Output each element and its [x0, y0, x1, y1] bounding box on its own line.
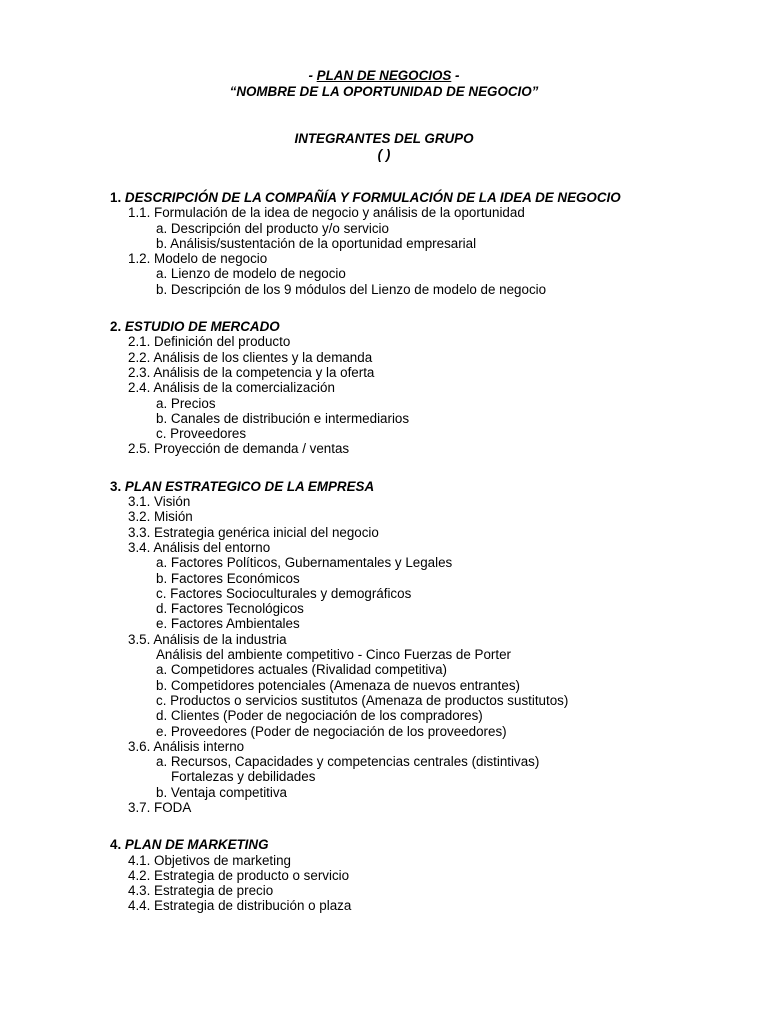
- section-heading: [0, 190, 768, 205]
- sub-item: d. Clientes (Poder de negociación de los compradores): [156, 708, 483, 724]
- section: [0, 837, 768, 913]
- section-title: PLAN DE MARKETING: [124, 837, 269, 853]
- section-number: 4.: [110, 837, 122, 853]
- section: [0, 479, 768, 816]
- sub-item: a. Competidores actuales (Rivalidad competitiva): [156, 662, 448, 678]
- section-number: 1.: [110, 190, 122, 205]
- subsection-item: 2.5. Proyección de demanda / ventas: [128, 441, 350, 457]
- sub-item: d. Factores Tecnológicos: [156, 601, 304, 617]
- sub-item: a. Descripción del producto y/o servicio: [156, 220, 389, 236]
- title-dash-left: -: [308, 68, 317, 83]
- document-title: [0, 68, 768, 83]
- sub-item: b. Factores Económicos: [156, 570, 300, 586]
- subsection-item: 4.2. Estrategia de producto o servicio: [128, 867, 350, 883]
- subsection-item: 3.3. Estrategia genérica inicial del negocio: [128, 524, 379, 540]
- subsection-item: 1.1. Formulación de la idea de negocio y análisis de la oportunidad: [128, 205, 525, 221]
- subsection-item: 3.6. Análisis interno: [128, 738, 245, 754]
- subsection-item: 2.1. Definición del producto: [128, 334, 291, 350]
- group-placeholder: ( ): [377, 147, 391, 162]
- subsection-item: 4.3. Estrategia de precio: [128, 883, 274, 899]
- subsection-item: 3.1. Visión: [128, 494, 191, 510]
- sub-item: a. Recursos, Capacidades y competencias centrales (distintivas): [156, 754, 540, 770]
- sub-item: a. Factores Políticos, Gubernamentales y Legales: [156, 555, 453, 571]
- sub-item: Fortalezas y debilidades: [171, 769, 316, 785]
- subsection-item: 2.4. Análisis de la comercialización: [128, 380, 335, 396]
- sub-item: b. Canales de distribución e intermediarios: [156, 410, 410, 426]
- sub-item: e. Proveedores (Poder de negociación de los proveedores): [156, 723, 507, 739]
- section-title: ESTUDIO DE MERCADO: [124, 319, 280, 335]
- subsection-item: 3.2. Misión: [128, 509, 193, 525]
- sub-item: a. Lienzo de modelo de negocio: [156, 266, 346, 282]
- subsection-item: 1.2. Modelo de negocio: [128, 251, 268, 267]
- subsection-item: 4.1. Objetivos de marketing: [128, 852, 292, 868]
- section-number: 3.: [110, 478, 122, 494]
- sub-item: a. Precios: [156, 395, 216, 411]
- sub-item: c. Factores Socioculturales y demográficos: [156, 585, 412, 601]
- subsection-item: 4.4. Estrategia de distribución o plaza: [128, 898, 352, 914]
- title-text: PLAN DE NEGOCIOS: [316, 68, 452, 83]
- section: [0, 190, 768, 297]
- section-heading: [0, 319, 768, 334]
- document-subtitle: “NOMBRE DE LA OPORTUNIDAD DE NEGOCIO”: [229, 84, 539, 99]
- sub-item: c. Proveedores: [156, 426, 247, 442]
- section-title: DESCRIPCIÓN DE LA COMPAÑÍA Y FORMULACIÓN DE LA IDEA DE NEGOCIO: [124, 190, 621, 205]
- sub-item: b. Competidores potenciales (Amenaza de nuevos entrantes): [156, 677, 520, 693]
- sub-item: e. Factores Ambientales: [156, 616, 300, 632]
- section-title: PLAN ESTRATEGICO DE LA EMPRESA: [124, 478, 375, 494]
- subsection-item: 3.4. Análisis del entorno: [128, 539, 271, 555]
- section: [0, 319, 768, 457]
- outline: [0, 190, 768, 936]
- section-number: 2.: [110, 319, 122, 335]
- section-heading: [0, 837, 768, 852]
- subsection-item: 3.5. Análisis de la industria: [128, 631, 287, 647]
- sub-item: Análisis del ambiente competitivo - Cinco Fuerzas de Porter: [156, 647, 512, 663]
- title-dash-right: -: [451, 68, 460, 83]
- sub-item: b. Descripción de los 9 módulos del Lienzo de modelo de negocio: [156, 281, 547, 297]
- section-heading: [0, 479, 768, 494]
- sub-item: b. Ventaja competitiva: [156, 784, 288, 800]
- subsection-item: 2.2. Análisis de los clientes y la demanda: [128, 349, 373, 365]
- subsection-item: 3.7. FODA: [128, 799, 192, 815]
- subsection-item: 2.3. Análisis de la competencia y la oferta: [128, 364, 375, 380]
- sub-item: c. Productos o servicios sustitutos (Amenaza de productos sustitutos): [156, 692, 569, 708]
- group-label: INTEGRANTES DEL GRUPO: [294, 131, 474, 146]
- sub-item: b. Análisis/sustentación de la oportunidad empresarial: [156, 235, 477, 251]
